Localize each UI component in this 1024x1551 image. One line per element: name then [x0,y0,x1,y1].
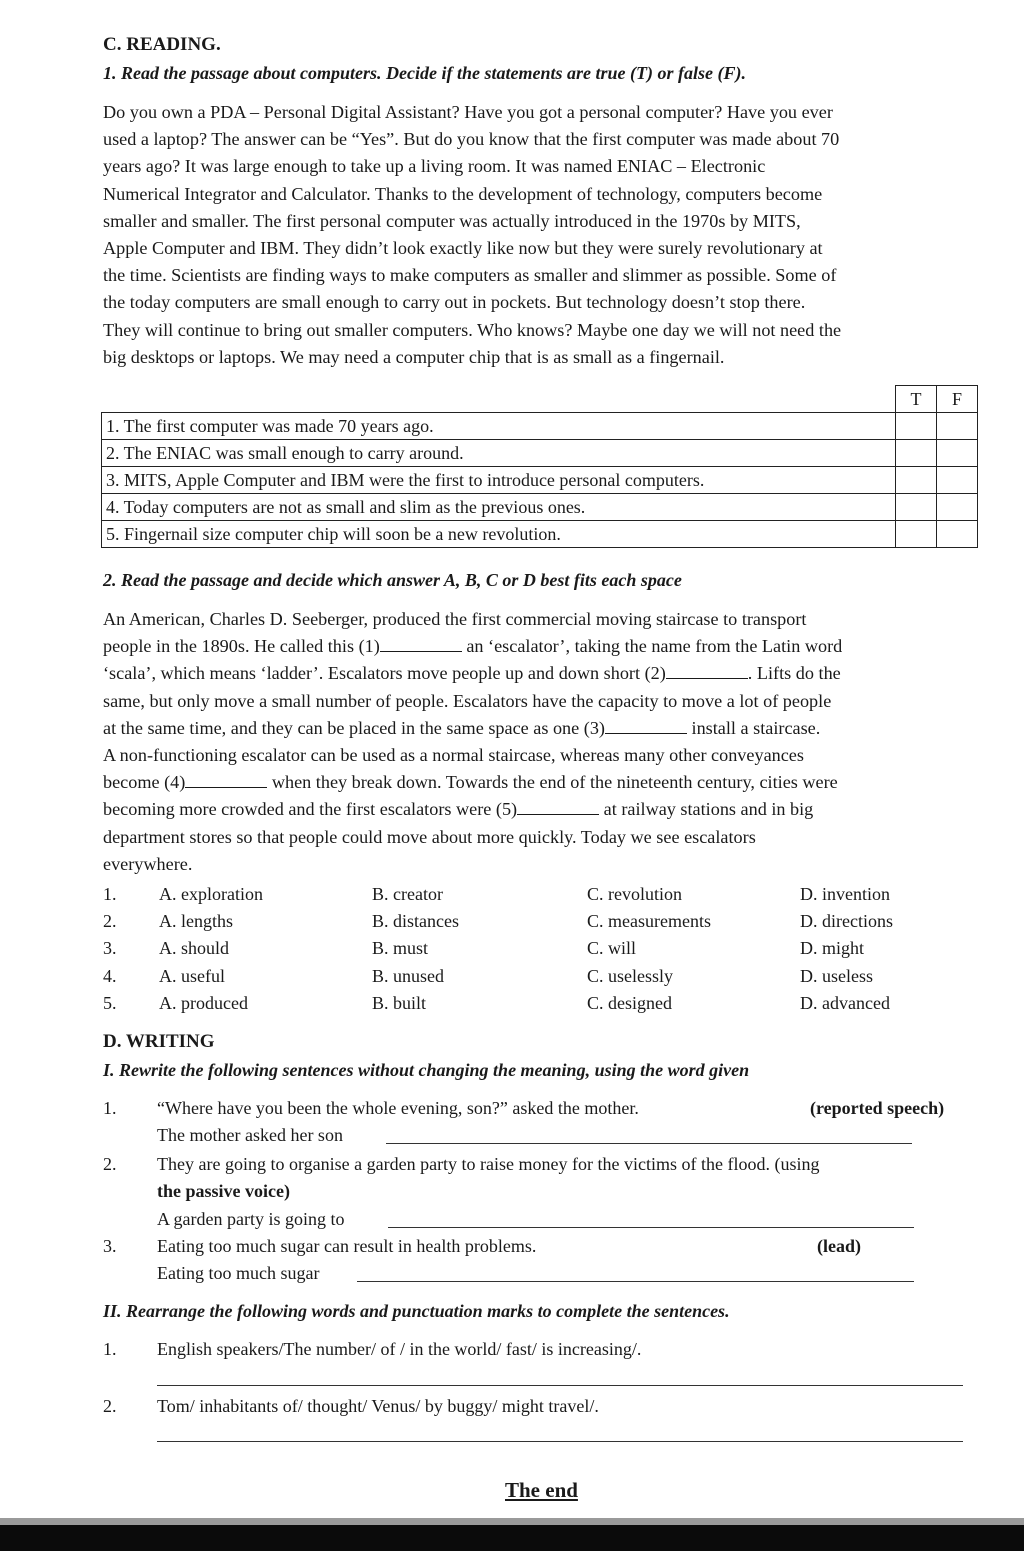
option-c[interactable]: C. revolution [587,884,682,904]
table-row [102,440,978,467]
answer-t-cell-2[interactable] [896,440,937,467]
option-d[interactable]: D. might [800,938,865,959]
passage-text: everywhere. [103,853,193,874]
statement-4: 4. Today computers are not as small and slim as the previous ones. [102,494,896,521]
table-row [102,467,978,494]
gap-blank[interactable] [517,796,599,815]
gap-blank[interactable] [666,660,748,679]
answer-line[interactable] [386,1143,912,1144]
rearrange-item-words: English speakers/The number/ of / in the world/ fast/ is increasing/. [157,1339,642,1359]
option-c[interactable]: C. measurements [587,911,711,932]
passage-text: department stores so that people could move about more quickly. Today we see escalators [103,826,756,847]
option-d[interactable]: D. invention [800,884,890,904]
answer-t-cell-5[interactable] [896,521,937,548]
rewrite-item-hint: (reported speech) [810,1098,945,1118]
option-number: 4. [103,965,117,986]
passage-text: same, but only move a small number of people. Escalators have the capacity to move a lot of people [103,690,832,711]
passage-line [103,633,993,660]
passage-text: A non-functioning escalator can be used as a normal staircase, whereas many other conveyances [103,745,804,766]
statement-5: 5. Fingernail size computer chip will soon be a new revolution. [102,521,896,548]
option-a[interactable]: A. lengths [159,911,233,932]
passage-text: at the same time, and they can be placed in the same space as one (3) [103,717,605,738]
passage-text: when they break down. Towards the end of the nineteenth century, cities were [267,772,838,793]
passage-line: the today computers are small enough to carry out in pockets. But technology doesn’t stop there. [103,292,806,313]
statement-1: 1. The first computer was made 70 years ago. [102,413,896,440]
passage-line: Do you own a PDA – Personal Digital Assistant? Have you got a personal computer? Have you ever [103,102,833,122]
task2-instruction: 2. Read the passage and decide which answer A, B, C or D best fits each space [103,570,682,590]
passage-line [103,688,993,715]
gap-blank[interactable] [185,769,267,788]
option-a[interactable]: A. exploration [159,884,263,904]
statement-2: 2. The ENIAC was small enough to carry around. [102,440,896,467]
true-false-table [101,385,978,548]
rewrite-item-sentence [157,1154,819,1175]
passage-line: used a laptop? The answer can be “Yes”. But do you know that the first computer was made about 70 [103,129,840,150]
rewrite-item-sentence: Eating too much sugar can result in health problems. [157,1236,537,1256]
passage-text: ‘scala’, which means ‘ladder’. Escalators move people up and down short (2) [103,663,666,684]
bottom-bar [0,1518,1024,1551]
option-d[interactable]: D. advanced [800,992,890,1013]
option-number: 3. [103,938,117,959]
answer-f-cell-4[interactable] [937,494,978,521]
option-a[interactable]: A. produced [159,992,248,1013]
option-d[interactable]: D. directions [800,911,893,932]
the-end-label: The end [505,1478,578,1502]
option-c[interactable]: C. designed [587,992,672,1013]
passage-line [103,660,993,687]
table-row [102,521,978,548]
passage-text: An American, Charles D. Seeberger, produced the first commercial moving staircase to transport [103,609,807,629]
passage-text: people in the 1890s. He called this (1) [103,636,380,657]
table-row [102,413,978,440]
answer-line[interactable] [157,1441,963,1442]
option-number: 1. [103,884,117,904]
reading-heading: C. READING. [103,34,221,55]
answer-t-cell-1[interactable] [896,413,937,440]
option-b[interactable]: B. must [372,938,429,959]
table-row [102,494,978,521]
option-number: 5. [103,992,117,1013]
column-t-header: T [896,386,937,413]
answer-t-cell-3[interactable] [896,467,937,494]
passage-line [103,824,993,851]
writing-part2-instruction: II. Rearrange the following words and punctuation marks to complete the sentences. [103,1301,730,1321]
passage-text: . Lifts do the [747,663,841,684]
passage-line [103,769,993,796]
rewrite-item-start: A garden party is going to [157,1209,345,1229]
option-d[interactable]: D. useless [800,965,873,986]
passage-text: becoming more crowded and the first escalators were (5) [103,799,518,820]
passage-line: They will continue to bring out smaller computers. Who knows? Maybe one day we will not need the [103,319,842,340]
passage-line [103,715,993,742]
rewrite-item-start: The mother asked her son [157,1125,343,1145]
gap-blank[interactable] [605,715,687,734]
rewrite-item-sentence: “Where have you been the whole evening, son?” asked the mother. [157,1098,639,1118]
rewrite-item-number: 3. [103,1236,117,1256]
option-a[interactable]: A. should [159,938,230,959]
passage-text: become (4) [103,772,186,793]
passage-line [103,742,993,769]
passage-text: an ‘escalator’, taking the name from the Latin word [461,636,843,657]
answer-t-cell-4[interactable] [896,494,937,521]
rewrite-item-start: Eating too much sugar [157,1263,320,1283]
answer-f-cell-5[interactable] [937,521,978,548]
passage-line: smaller and smaller. The first personal computer was actually introduced in the 1970s by MITS, [103,210,801,231]
passage-line: the time. Scientists are finding ways to make computers as smaller and slimmer as possible. Some of [103,265,837,286]
option-c[interactable]: C. uselessly [587,965,674,986]
answer-f-cell-1[interactable] [937,413,978,440]
passage-line: Apple Computer and IBM. They didn’t look exactly like now but they were surely revolutionary at [103,238,823,259]
rewrite-item-number: 2. [103,1154,117,1174]
column-f-header: F [937,386,978,413]
option-b[interactable]: B. unused [372,965,444,986]
task1-instruction: 1. Read the passage about computers. Decide if the statements are true (T) or false (F). [103,63,746,83]
rearrange-item-number: 2. [103,1396,117,1416]
rewrite-item-number: 1. [103,1098,117,1118]
passage-line [103,606,993,633]
answer-f-cell-3[interactable] [937,467,978,494]
passage-line: Numerical Integrator and Calculator. Thanks to the development of technology, computers become [103,183,823,204]
option-c[interactable]: C. will [587,938,637,959]
table-corner [102,386,896,413]
passage-line [103,851,993,878]
statement-3: 3. MITS, Apple Computer and IBM were the first to introduce personal computers. [102,467,896,494]
rearrange-item-words: Tom/ inhabitants of/ thought/ Venus/ by buggy/ might travel/. [157,1396,599,1416]
answer-line[interactable] [388,1227,914,1228]
option-number: 2. [103,911,117,932]
table-header-row [102,386,978,413]
gap-blank[interactable] [380,633,462,652]
passage-line: big desktops or laptops. We may need a computer chip that is as small as a fingernail. [103,346,725,367]
answer-line[interactable] [157,1385,963,1386]
passage-line [103,796,993,823]
writing-part1-instruction: I. Rewrite the following sentences without changing the meaning, using the word given [103,1060,750,1080]
rewrite-item-hint: the passive voice) [157,1181,290,1201]
option-b[interactable]: B. built [372,992,427,1013]
passage-text: at railway stations and in big [599,799,814,820]
sentence-text: They are going to organise a garden party to raise money for the victims of the flood. (using [157,1154,820,1174]
option-b[interactable]: B. creator [372,884,443,904]
passage-text: install a staircase. [686,717,821,738]
escalator-passage [103,606,993,878]
writing-heading: D. WRITING [103,1031,215,1052]
answer-line[interactable] [357,1281,914,1282]
option-a[interactable]: A. useful [159,965,225,986]
passage-line: years ago? It was large enough to take up a living room. It was named ENIAC – Electronic [103,156,766,177]
rearrange-item-number: 1. [103,1339,117,1359]
computer-passage [103,99,993,371]
answer-f-cell-2[interactable] [937,440,978,467]
rewrite-item-hint: (lead) [817,1236,861,1256]
option-b[interactable]: B. distances [372,911,459,932]
bottom-strip [0,1518,1024,1525]
